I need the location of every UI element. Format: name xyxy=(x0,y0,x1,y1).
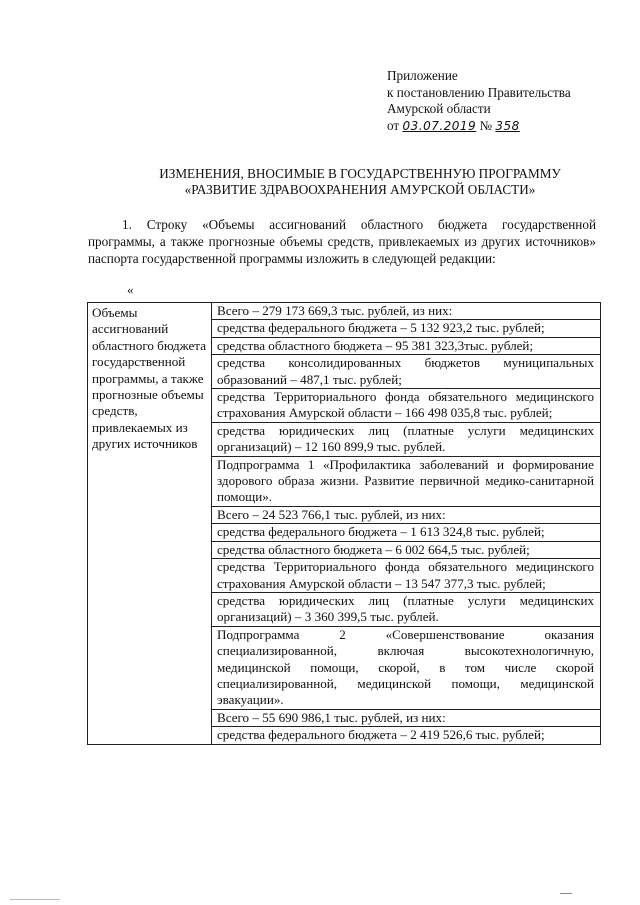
funding-line: средства юридических лиц (платные услуги медицинских организаций) – 3 360 399,5 тыс. рублей. xyxy=(212,593,600,627)
funding-table xyxy=(87,302,601,745)
funding-line: Всего – 55 690 986,1 тыс. рублей, из них: xyxy=(212,710,600,727)
title-line-2: «РАЗВИТИЕ ЗДРАВООХРАНЕНИЯ АМУРСКОЙ ОБЛАСТИ» xyxy=(184,182,536,197)
funding-line: средства областного бюджета – 95 381 323,3тыс. рублей; xyxy=(212,338,600,355)
row-content-cell xyxy=(212,303,601,745)
ot-label: от xyxy=(387,117,400,133)
scan-mark xyxy=(560,893,572,894)
handwritten-date: 03.07.2019 xyxy=(402,118,477,133)
subprogram-title: Подпрограмма 1 «Профилактика заболеваний и формирование здорового образа жизни. Развитие первичной медико-санитарной помощи». xyxy=(212,457,600,507)
table-row xyxy=(88,303,601,745)
title-line-1: ИЗМЕНЕНИЯ, ВНОСИМЫЕ В ГОСУДАРСТВЕННУЮ ПРОГРАММУ xyxy=(159,166,561,181)
funding-line: средства консолидированных бюджетов муниципальных образований – 487,1 тыс. рублей; xyxy=(212,355,600,389)
funding-line: средства областного бюджета – 6 002 664,5 тыс. рублей; xyxy=(212,542,600,559)
document-title xyxy=(80,166,640,198)
funding-line: средства Территориального фонда обязательного медицинского страхования Амурской области – 13 547 377,3 тыс. рублей; xyxy=(212,559,600,593)
appendix-line-2: к постановлению Правительства xyxy=(387,84,571,100)
appendix-header xyxy=(387,68,571,134)
amendment-paragraph: 1. Строку «Объемы ассигнований областного бюджета государственной программы, а также прогнозные объемы средств, привлекаемых из других источников» паспорта государственной программы изложить в следующей редакции: xyxy=(88,217,596,266)
funding-line: средства федерального бюджета – 1 613 324,8 тыс. рублей; xyxy=(212,524,600,541)
appendix-line-1: Приложение xyxy=(387,68,458,83)
subprogram-title: Подпрограмма 2 «Совершенствование оказания специализированной, включая высокотехнологичную, медицинской помощи, скорой, в том числе скорой специализированной, медицинской помощи, медицинской эвакуации». xyxy=(212,627,600,710)
number-sign: № xyxy=(479,117,493,133)
appendix-date-line xyxy=(387,118,571,135)
funding-line: средства Территориального фонда обязательного медицинского страхования Амурской области – 166 498 035,8 тыс. рублей; xyxy=(212,389,600,423)
row-header-cell: Объемы ассигнований областного бюджета государственной программы, а также прогнозные объемы средств, привлекаемых из других источников xyxy=(88,303,212,745)
funding-line: средства юридических лиц (платные услуги медицинских организаций) – 12 160 899,9 тыс. рублей. xyxy=(212,423,600,457)
funding-line: средства федерального бюджета – 5 132 923,2 тыс. рублей; xyxy=(212,320,600,337)
funding-line: Всего – 279 173 669,3 тыс. рублей, из них: xyxy=(212,303,600,320)
funding-line: средства федерального бюджета – 2 419 526,6 тыс. рублей; xyxy=(217,727,545,743)
scan-mark xyxy=(10,899,60,900)
handwritten-number: 358 xyxy=(495,118,520,133)
appendix-line-3: Амурской области xyxy=(387,101,491,116)
funding-line: Всего – 24 523 766,1 тыс. рублей, из них: xyxy=(212,507,600,524)
opening-quote: « xyxy=(127,282,134,297)
